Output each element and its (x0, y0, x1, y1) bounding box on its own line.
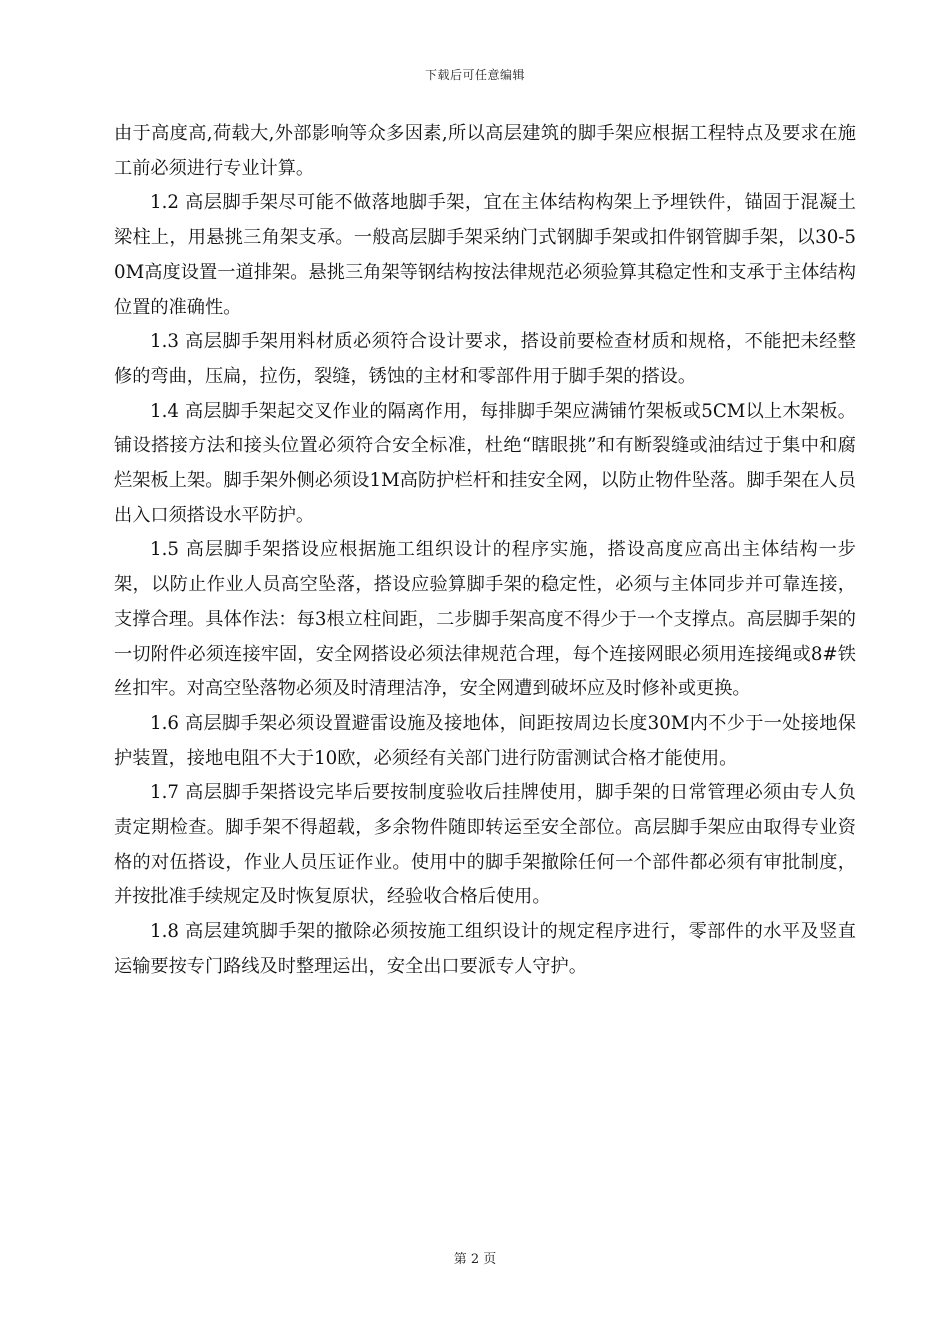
paragraph-intro: 由于高度高,荷载大,外部影响等众多因素,所以高层建筑的脚手架应根据工程特点及要求在施工前必须进行专业计算。 (114, 123, 856, 179)
paragraph-1-3: 1.3 高层脚手架用料材质必须符合设计要求，搭设前要检查材质和规格，不能把未经整修的弯曲，压扁，拉伤，裂缝，锈蚀的主材和零部件用于脚手架的搭设。 (114, 331, 856, 387)
page-header: 下载后可任意编辑 (424, 68, 525, 82)
paragraph-1-8: 1.8 高层建筑脚手架的撤除必须按施工组织设计的规定程序进行，零部件的水平及竖直运输要按专门路线及时整理运出，安全出口要派专人守护。 (114, 921, 856, 977)
paragraph-1-2: 1.2 高层脚手架尽可能不做落地脚手架，宜在主体结构构架上予埋铁件，锚固于混凝土梁柱上，用悬挑三角架支承。一般高层脚手架采纳门式钢脚手架或扣件钢管脚手架，以30-50M高度设置一道排架。悬挑三角架等钢结构按法律规范必须验算其稳定性和支承于主体结构位置的准确性。 (114, 192, 856, 318)
document-body (114, 117, 856, 985)
paragraph-1-5: 1.5 高层脚手架搭设应根据施工组织设计的程序实施，搭设高度应高出主体结构一步架，以防止作业人员高空坠落，搭设应验算脚手架的稳定性，必须与主体同步并可靠连接，支撑合理。具体作法：每3根立柱间距，二步脚手架高度不得少于一个支撑点。高层脚手架的一切附件必须连接牢固，安全网搭设必须法律规范合理，每个连接网眼必须用连接绳或8#铁丝扣牢。对高空坠落物必须及时清理洁净，安全网遭到破坏应及时修补或更换。 (114, 539, 856, 700)
paragraph-1-6: 1.6 高层脚手架必须设置避雷设施及接地体，间距按周边长度30M内不少于一处接地保护装置，接地电阻不大于10欧，必须经有关部门进行防雷测试合格才能使用。 (114, 712, 856, 769)
paragraph-1-4: 1.4 高层脚手架起交叉作业的隔离作用，每排脚手架应满铺竹架板或5CM以上木架板。铺设搭接方法和接头位置必须符合安全标准，杜绝“瞎眼挑”和有断裂缝或油结过于集中和腐烂架板上架。脚手架外侧必须设1M高防护栏杆和挂安全网，以防止物件坠落。脚手架在人员出入口须搭设水平防护。 (114, 400, 856, 526)
paragraph-1-7: 1.7 高层脚手架搭设完毕后要按制度验收后挂牌使用，脚手架的日常管理必须由专人负责定期检查。脚手架不得超载，多余物件随即转运至安全部位。高层脚手架应由取得专业资格的对伍搭设，作业人员压证作业。使用中的脚手架撤除任何一个部件都必须有审批制度，并按批准手续规定及时恢复原状，经验收合格后使用。 (114, 782, 856, 908)
page-number: 第 2 页 (453, 1252, 497, 1267)
